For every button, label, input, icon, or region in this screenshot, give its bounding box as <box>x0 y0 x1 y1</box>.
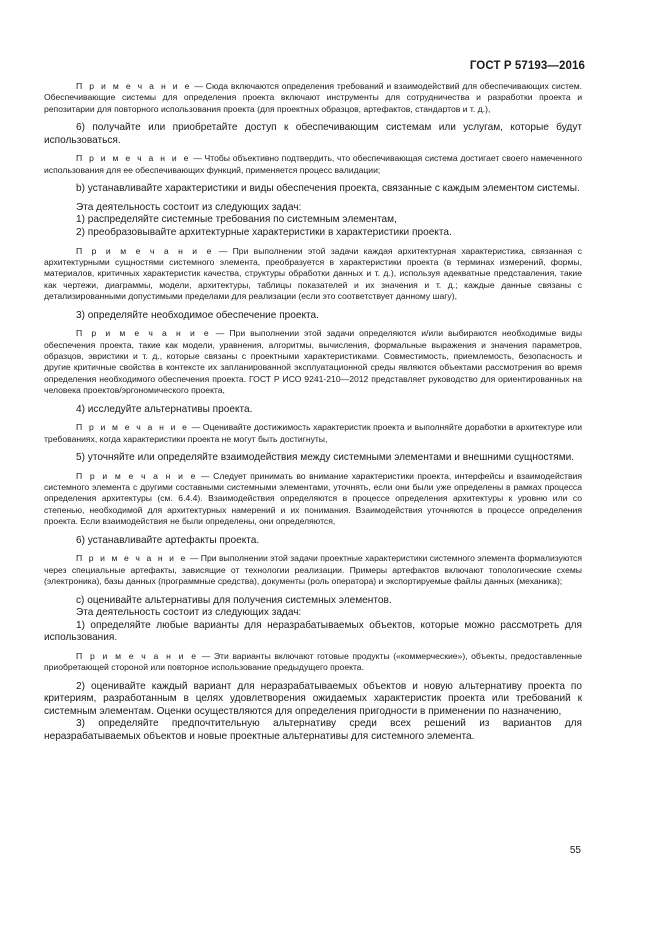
note-text: — Сюда включаются определения требований и взаимодействий для обеспечивающих систем. Обеспечивающие системы для определения проекта включают инструменты для сотрудничества и разработки проекта и репозитарии для повторного использования проекта (для проектных образцов, артефактов, стандартов и т. д.), <box>44 81 582 114</box>
note-text: — При выполнении этой задачи проектные характеристики системного элемента формализуются через специальные артефакты, зависящие от технологии реализации. Примеры артефактов включают топологические схемы (электроника), базы данных (программные средства), документы (роль оператора) и экспортируемые файлы данных (механика); <box>44 553 582 587</box>
body-paragraph: Эта деятельность состоит из следующих задач: <box>76 201 302 213</box>
note-text: — Оценивайте достижимость характеристик проекта и выполняйте доработки в архитектуре или требованиях, когда характеристики проекта не могут быть достигнуты, <box>44 422 583 444</box>
body-paragraph: с) оценивайте альтернативы для получения системных элементов. <box>76 594 392 606</box>
page-content <box>44 81 582 744</box>
body-paragraph: 2) оценивайте каждый вариант для неразрабатываемых объектов и новую альтернативу проекта по критериям, разработанным в целях удовлетворения ожидаемых характеристик проекта или требований к системным элементам. Оценки осуществляются для определения пригодности в применении по назначению, <box>44 680 582 717</box>
body-paragraph: 3) определяйте необходимое обеспечение проекта. <box>76 309 319 321</box>
note-label: П р и м е ч а н и е <box>76 553 188 564</box>
note-label: П р и м е ч а н и е <box>76 153 191 164</box>
body-paragraph: 2) преобразовывайте архитектурные характеристики в характеристики проекта. <box>76 227 452 238</box>
note-paragraph <box>44 153 582 176</box>
body-paragraph: 3) определяйте предпочтительную альтернативу среди всех решений из вариантов для неразрабатываемых объектов и новые проектные альтернативы для системного элемента. <box>44 718 582 743</box>
note-paragraph <box>44 246 582 303</box>
body-paragraph: 6) получайте или приобретайте доступ к обеспечивающим системам или услугам, которые будут использоваться. <box>44 122 582 146</box>
body-paragraph: 5) уточняйте или определяйте взаимодействия между системными элементами и внешними сущностями. <box>76 452 575 464</box>
body-paragraph: 4) исследуйте альтернативы проекта. <box>76 403 253 415</box>
note-label: П р и м е ч а н и е <box>76 81 192 91</box>
note-label: П р и м е ч а н и е <box>76 328 211 339</box>
body-paragraph: 1) определяйте любые варианты для неразрабатываемых объектов, которые можно рассмотреть для использования. <box>44 619 582 644</box>
note-label: П р и м е ч а н и е <box>76 245 214 256</box>
note-text: — При выполнении этой задачи определяются и/или выбираются необходимые виды обеспечения проекта, такие как модели, уравнения, алгоритмы, вычисления, формальные выражения и значения параметров, образцов, эвристики и т. д., которые связаны с проектными характеристиками. Совместимость, приемлемость, безопасность и другие критичные свойства в контексте их запланированной эксплуатационной среды являются объектами рассмотрения во время определения необходимого обеспечения проекта. ГОСТ Р ИСО 9241-210—2012 представляет руководство для ориентированных на человека проектов/эргономического проекта, <box>44 328 582 396</box>
note-text: — При выполнении этой задачи каждая архитектурная характеристика, связанная с архитектурными сущностями системного элемента, преобразуется в характеристики проекта (в терминах измерений, формы, материалов, критичных характеристик качества, структуры обработки данных и т. д.), используя адекватные представления, такие как чертежи, диаграммы, модели, архитектуры, таблицы показателей и их значения и т. д.; каждые данные связаны с детализированными допустимыми пределами для реализации (если это соответствует данному шагу), <box>44 245 582 302</box>
body-paragraph: b) устанавливайте характеристики и виды обеспечения проекта, связанные с каждым элементом системы. <box>76 183 580 195</box>
body-paragraph: Эта деятельность состоит из следующих задач: <box>76 607 302 619</box>
note-paragraph <box>44 471 582 528</box>
note-paragraph <box>44 328 582 396</box>
note-paragraph <box>44 81 582 115</box>
note-label: П р и м е ч а н и е <box>76 650 199 661</box>
note-paragraph <box>44 422 582 445</box>
note-text: — Следует принимать во внимание характеристики проекта, интерфейсы и взаимодействия системного элемента с другими составными системными элементами, уточнять, если они были уже определены в рамках процесса определения архитектуры (см. 6.4.4). Взаимодействия определяются в процессе определения архитектуры к уровню или со степенью, необходимой для архитектурных намерений и их понимания. Взаимодействия уточняются в процессе определения проекта. Если взаимодействия не были определены, они определяются, <box>44 470 582 527</box>
note-paragraph <box>44 651 582 674</box>
page-number: 55 <box>569 845 581 856</box>
note-text: — Чтобы объективно подтвердить, что обеспечивающая система достигает своего намеченного использования для ее обеспечивающих функций, применяется процесс валидации; <box>44 153 582 175</box>
note-paragraph <box>44 553 582 587</box>
note-label: П р и м е ч а н и е <box>76 470 198 481</box>
body-paragraph: 6) устанавливайте артефакты проекта. <box>76 534 260 546</box>
note-label: П р и м е ч а н и е <box>76 422 190 433</box>
standard-code-header: ГОСТ Р 57193—2016 <box>469 60 585 72</box>
body-paragraph: 1) распределяйте системные требования по системным элементам, <box>76 214 397 226</box>
note-text: — Эти варианты включают готовые продукты («коммерческие»), объекты, предоставленные приобретающей стороной или повторное использование предыдущего проекта. <box>44 650 582 673</box>
